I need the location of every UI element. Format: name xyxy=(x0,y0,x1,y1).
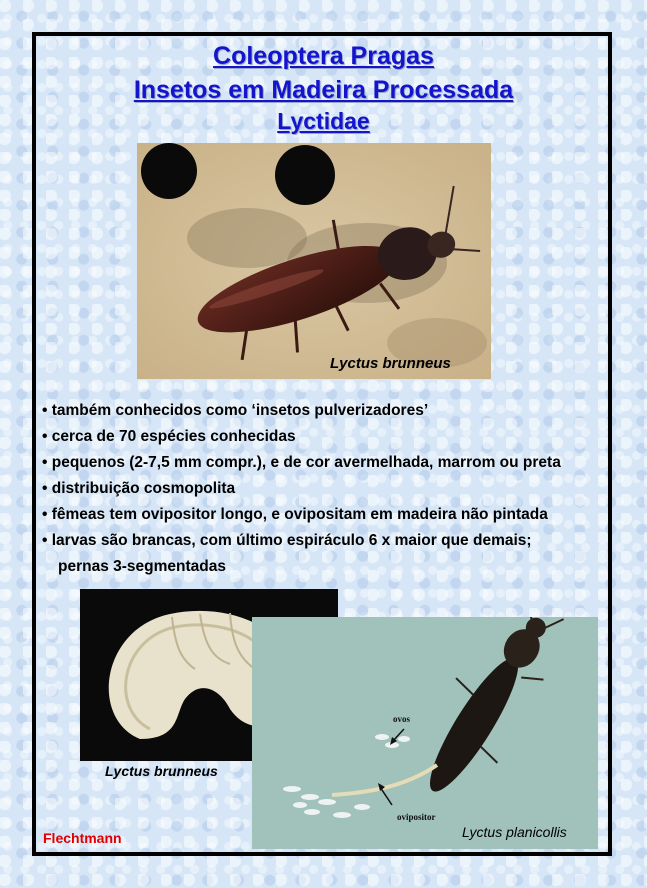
larva-caption: Lyctus brunneus xyxy=(105,763,218,779)
family-title: Lyctidae xyxy=(277,108,370,134)
ovipositor-label: ovipositor xyxy=(397,812,436,822)
bullet-item: • também conhecidos como ‘insetos pulverizadores’ xyxy=(42,402,429,419)
main-title: Coleoptera Pragas xyxy=(213,42,434,70)
bullet-item: • distribuição cosmopolita xyxy=(42,480,236,497)
author-credit: Flechtmann xyxy=(43,830,122,846)
adult-caption: Lyctus planicollis xyxy=(462,824,567,840)
subtitle: Insetos em Madeira Processada xyxy=(133,76,514,104)
bullet-item: • larvas são brancas, com último espiráculo 6 x maior que demais; xyxy=(42,532,532,549)
bullet-item: • cerca de 70 espécies conhecidas xyxy=(42,428,296,445)
bullet-item: • fêmeas tem ovipositor longo, e ovipositam em madeira não pintada xyxy=(42,506,548,523)
bullet-list xyxy=(42,398,622,580)
eggs-label: ovos xyxy=(393,714,411,724)
beetle-on-wood-photo xyxy=(137,143,491,379)
bullet-item-continuation: pernas 3-segmentadas xyxy=(58,558,226,575)
top-photo-caption: Lyctus brunneus xyxy=(330,355,451,372)
bullet-item: • pequenos (2-7,5 mm compr.), e de cor avermelhada, marrom ou preta xyxy=(42,454,561,471)
